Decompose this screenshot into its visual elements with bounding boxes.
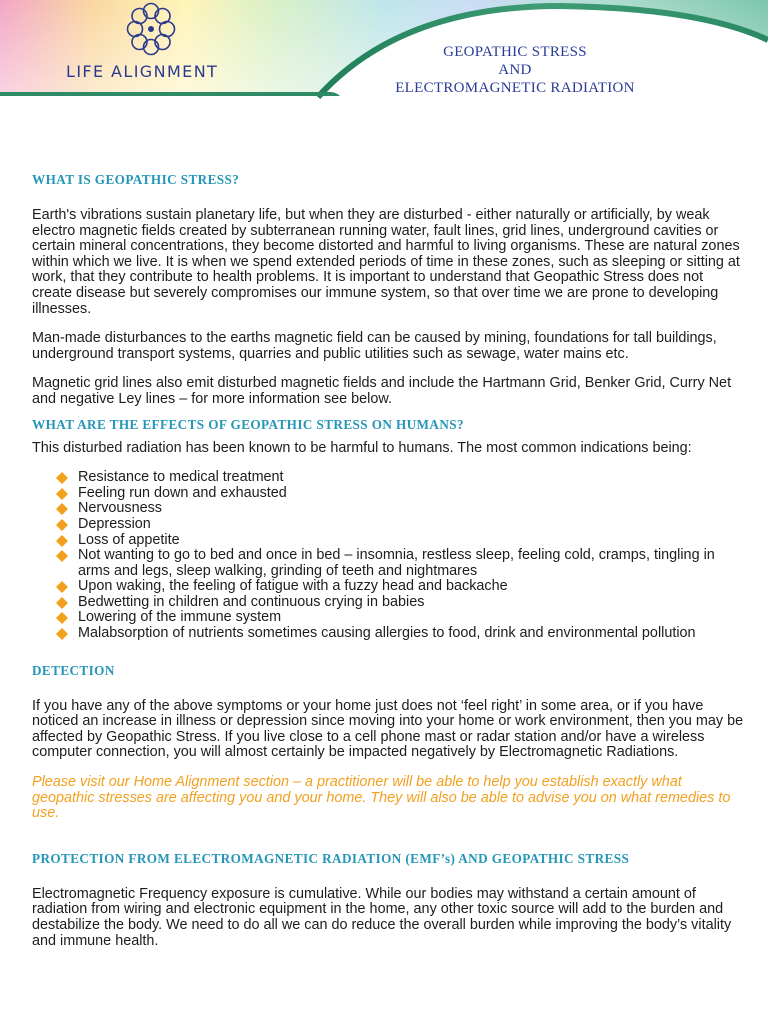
- list-item: [56, 610, 744, 626]
- list-item: [56, 533, 744, 549]
- list-item-text: Lowering of the immune system: [78, 609, 282, 626]
- list-item: [56, 486, 744, 502]
- list-item: [56, 595, 744, 611]
- paragraph: Earth's vibrations sustain planetary life, but when they are disturbed - either naturally or artificially, by weak electro magnetic fields created by subterranean running water, fault lines, grid lines, underground cavities or certain mineral concentrations, they become distorted and harmful to living organisms. These are natural zones within which we live. It is when we spend extended periods of time in these zones, such as sleeping or sitting at work, that they contribute to health problems. It is important to understand that Geopathic Stress does not create disease but severely compromises our immune system, so that over time we are prone to developing illnesses.: [32, 207, 740, 317]
- list-item: [56, 517, 744, 533]
- home-alignment-callout: Please visit our Home Alignment section – a practitioner will be able to help you establish exactly what geopathic stresses are affecting you and your home. They will also be able to advise you on what remedies to use.: [32, 774, 731, 822]
- list-item-text: Feeling run down and exhausted: [78, 484, 287, 501]
- header-banner: [0, 0, 768, 110]
- document-title: [360, 43, 670, 97]
- diamond-bullet-icon: [56, 612, 68, 624]
- list-item-text: Upon waking, the feeling of fatigue with a fuzzy head and backache: [78, 578, 508, 595]
- symptom-list: [32, 470, 744, 642]
- diamond-bullet-icon: [56, 597, 68, 609]
- paragraph: This disturbed radiation has been known to be harmful to humans. The most common indications being:: [32, 439, 692, 456]
- list-item: [56, 548, 744, 579]
- diamond-bullet-icon: [56, 503, 68, 515]
- document-title-line: ELECTROMAGNETIC RADIATION: [395, 80, 635, 96]
- list-item: [56, 626, 744, 642]
- paragraph: If you have any of the above symptoms or your home just does not ‘feel right’ in some area, or if you have noticed an increase in illness or depression since moving into your home or work environment, then you may be affected by Geopathic Stress. If you live close to a cell phone mast or radar station and/or have a wireless computer connection, you will almost certainly be impacted negatively by Electromagnetic Radiations.: [32, 697, 744, 761]
- list-item: [56, 501, 744, 517]
- document-title-line: GEOPATHIC STRESS: [443, 44, 587, 60]
- list-item-text: Nervousness: [78, 500, 162, 517]
- diamond-bullet-icon: [56, 488, 68, 500]
- diamond-bullet-icon: [56, 550, 68, 562]
- list-item-text: Bedwetting in children and continuous crying in babies: [78, 593, 425, 610]
- list-item: [56, 470, 744, 486]
- section-heading-detection: DETECTION: [32, 662, 115, 678]
- diamond-bullet-icon: [56, 581, 68, 593]
- diamond-bullet-icon: [56, 535, 68, 547]
- paragraph: Man-made disturbances to the earths magnetic field can be caused by mining, foundations for tall buildings, underground transport systems, quarries and public utilities such as sewage, water mains etc.: [32, 330, 717, 362]
- document-body: [32, 171, 744, 949]
- list-item-text: Loss of appetite: [78, 531, 180, 548]
- brand-logo: [58, 2, 248, 92]
- list-item-text: Resistance to medical treatment: [78, 469, 284, 486]
- diamond-bullet-icon: [56, 628, 68, 640]
- section-heading-protection: PROTECTION FROM ELECTROMAGNETIC RADIATION (EMF’s) AND GEOPATHIC STRESS: [32, 850, 630, 866]
- section-heading-what-is: WHAT IS GEOPATHIC STRESS?: [32, 172, 240, 187]
- diamond-bullet-icon: [56, 472, 68, 484]
- diamond-bullet-icon: [56, 519, 68, 531]
- document-title-line: AND: [498, 62, 532, 78]
- list-item-text: Not wanting to go to bed and once in bed – insomnia, restless sleep, feeling cold, cramps, tingling in arms and legs, sleep walking, grinding of teeth and nightmares: [78, 547, 715, 579]
- brand-name: LIFE ALIGNMENT: [66, 62, 219, 81]
- paragraph: Magnetic grid lines also emit disturbed magnetic fields and include the Hartmann Grid, Benker Grid, Curry Net and negative Ley lines – for more information see below.: [32, 375, 732, 407]
- list-item-text: Malabsorption of nutrients sometimes causing allergies to food, drink and environmental pollution: [78, 625, 696, 642]
- flower-logo-icon: [126, 2, 176, 56]
- list-item-text: Depression: [78, 515, 151, 532]
- section-heading-effects: WHAT ARE THE EFFECTS OF GEOPATHIC STRESS ON HUMANS?: [32, 416, 464, 432]
- paragraph: Electromagnetic Frequency exposure is cumulative. While our bodies may withstand a certain amount of radiation from wiring and electronic equipment in the home, any other toxic source will add to the burden and destabilize the body. We need to do all we can do reduce the overall burden while improving the body’s vitality and immune health.: [32, 885, 732, 949]
- list-item: [56, 579, 744, 595]
